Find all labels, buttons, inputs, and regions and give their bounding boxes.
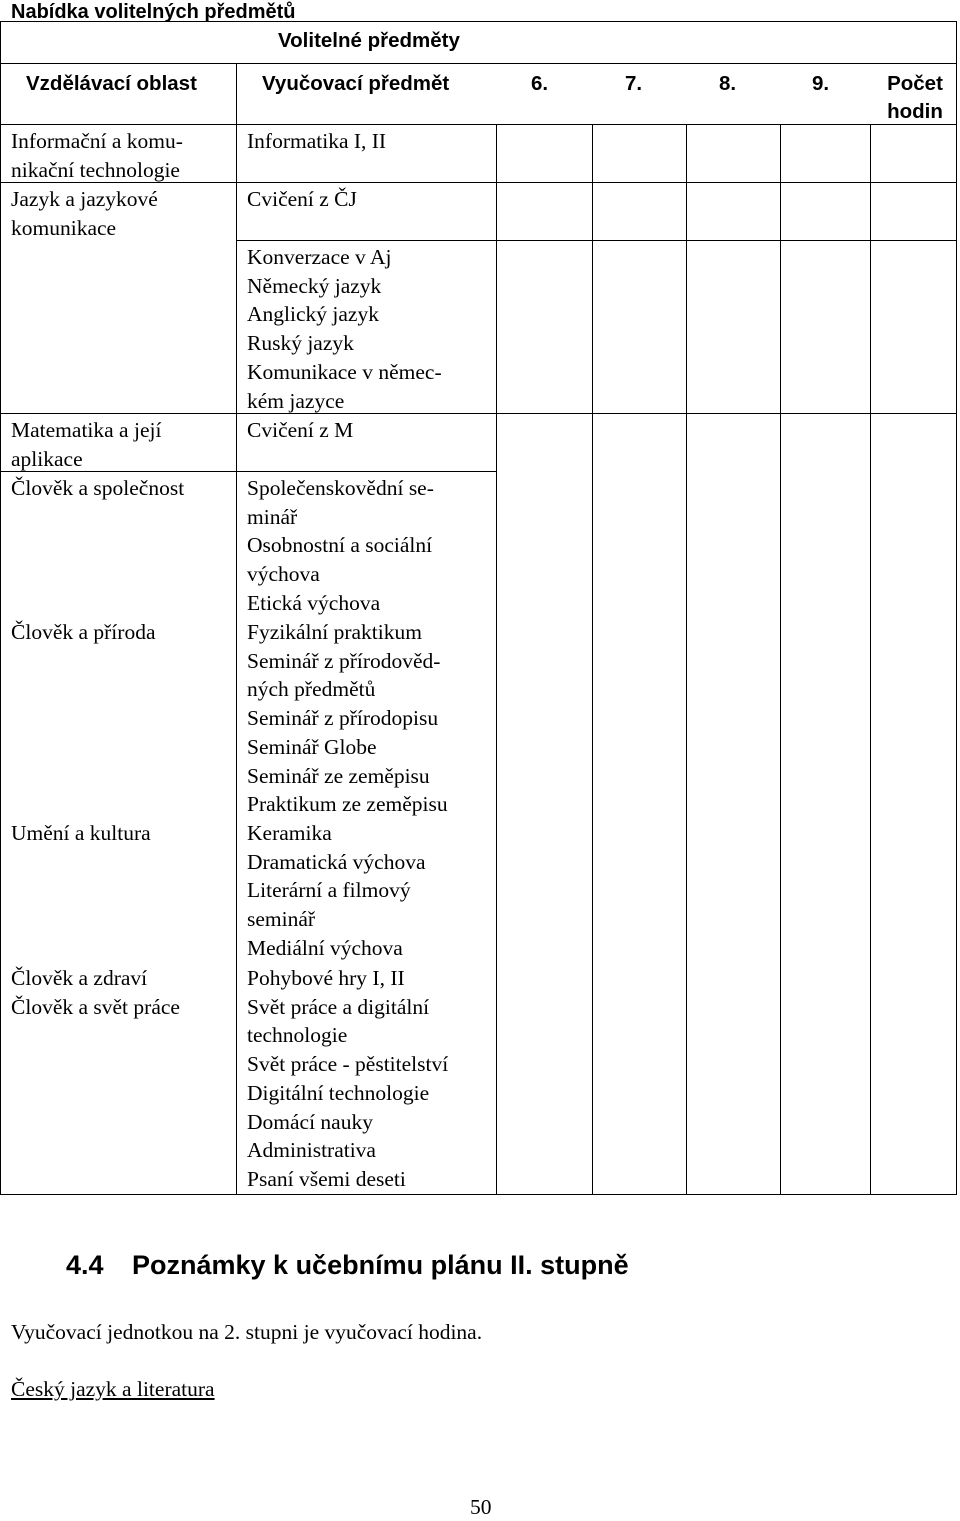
subject-cell: Cvičení z ČJ bbox=[247, 187, 357, 211]
body-paragraph: Vyučovací jednotkou na 2. stupni je vyučovací hodina. bbox=[11, 1320, 483, 1344]
table-border-bottom bbox=[0, 1194, 957, 1195]
area-cell: Matematika a její aplikace bbox=[11, 418, 162, 471]
area-cell: Člověk a příroda bbox=[11, 620, 156, 644]
subject-cell: Keramika Dramatická výchova Literární a filmový seminář Mediální výchova bbox=[247, 821, 426, 960]
subject-cell: Společenskovědní se- minář Osobnostní a sociální výchova Etická výchova bbox=[247, 476, 434, 615]
col-divider-g6 bbox=[592, 124, 593, 1194]
header-grade-9: 9. bbox=[812, 72, 830, 95]
header-hours: Počet hodin bbox=[887, 72, 943, 123]
header-area: Vzdělávací oblast bbox=[26, 72, 197, 95]
table-border-left bbox=[0, 21, 1, 1195]
col-divider-subject bbox=[496, 124, 497, 1194]
row-divider bbox=[0, 413, 957, 414]
area-cell: Člověk a zdraví Člověk a svět práce bbox=[11, 966, 180, 1019]
page-heading: Nabídka volitelných předmětů bbox=[11, 1, 296, 23]
area-cell: Jazyk a jazykové komunikace bbox=[11, 187, 158, 240]
subject-cell: Konverzace v Aj Německý jazyk Anglický jazyk Ruský jazyk Komunikace v němec- kém jazyce bbox=[247, 245, 442, 413]
area-cell: Umění a kultura bbox=[11, 821, 151, 845]
subject-cell: Cvičení z M bbox=[247, 418, 354, 442]
col-divider-g8 bbox=[780, 124, 781, 1194]
page-number: 50 bbox=[470, 1495, 492, 1519]
table-title: Volitelné předměty bbox=[278, 29, 460, 52]
header-grade-8: 8. bbox=[719, 72, 737, 95]
title-row-divider bbox=[0, 63, 957, 64]
col-divider-g9 bbox=[870, 124, 871, 1194]
subject-cell: Fyzikální praktikum Seminář z přírodověd- ných předmětů Seminář z přírodopisu Seminář Globe Seminář ze zeměpisu Praktikum ze zeměpisu bbox=[247, 620, 448, 817]
header-grade-7: 7. bbox=[625, 72, 643, 95]
header-row-divider bbox=[0, 124, 957, 125]
subheading-czech-language: Český jazyk a literatura bbox=[11, 1377, 215, 1401]
area-cell: Informační a komu- nikační technologie bbox=[11, 129, 183, 182]
section-number: 4.4 bbox=[66, 1250, 104, 1280]
header-grade-6: 6. bbox=[531, 72, 549, 95]
subject-cell: Pohybové hry I, II Svět práce a digitální technologie Svět práce - pěstitelství Digitální technologie Domácí nauky Administrativa Psaní všemi deseti bbox=[247, 966, 449, 1191]
row-divider bbox=[236, 240, 957, 241]
table-border-right bbox=[956, 21, 957, 1195]
table-border-top bbox=[0, 21, 957, 22]
col-divider-area bbox=[236, 63, 237, 1194]
section-title: Poznámky k učebnímu plánu II. stupně bbox=[132, 1250, 629, 1280]
subject-cell: Informatika I, II bbox=[247, 129, 387, 153]
section-heading bbox=[66, 1247, 629, 1283]
col-divider-g7 bbox=[686, 124, 687, 1194]
area-cell: Člověk a společnost bbox=[11, 476, 185, 500]
elective-subjects-table bbox=[0, 21, 957, 1195]
header-subject: Vyučovací předmět bbox=[262, 72, 450, 95]
